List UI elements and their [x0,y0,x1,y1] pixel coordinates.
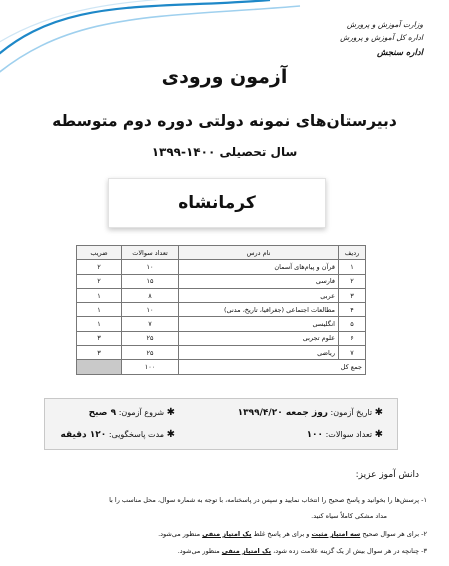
row-number: ۲ [339,274,366,288]
city-box [108,178,326,228]
question-count: ۲۵ [122,331,179,345]
row-number: ۱ [339,260,366,274]
subjects-table [76,245,366,375]
greeting: دانش آموز عزیز: [355,470,419,480]
exam-date-label: تاریخ آزمون: [330,408,373,417]
star-icon: ✱ [166,407,175,418]
blue-curve [0,0,270,62]
table-row [77,317,366,331]
question-count: ۲۵ [122,346,179,360]
subject-name: مطالعات اجتماعی (جغرافیا، تاریخ، مدنی) [179,303,339,317]
instruction-3-end: منظور می‌شود. [177,547,220,555]
table-header-row [77,246,366,260]
question-count: ۱۵ [122,274,179,288]
instruction-2-bold-positive: سه امتیاز مثبت [311,530,361,538]
ministry-header [340,18,423,60]
ministry-line-3: اداره سنجش [376,48,423,58]
instruction-2-end: منظور می‌شود. [158,530,201,538]
star-icon: ✱ [374,407,383,418]
instruction-1-continued: مداد مشکی کاملاً سیاه کنید. [311,512,387,520]
answer-duration-value: ۱۲۰ دقیقه [60,430,107,440]
exam-start-value: ۹ صبح [88,408,117,418]
row-number: ۴ [339,303,366,317]
row-number: ۳ [339,288,366,302]
answer-duration [61,429,175,440]
row-number: ۷ [339,346,366,360]
question-count: ۱۰ [122,260,179,274]
question-count-value: ۱۰۰ [306,430,324,440]
question-count: ۸ [122,288,179,302]
exam-start [89,407,175,418]
total-label: جمع کل [179,360,366,374]
instruction-2-middle: و برای هر پاسخ غلط [253,530,310,538]
table-row [77,346,366,360]
instruction-2-bold-negative: یک امتیاز منفی [202,530,252,538]
answer-duration-label: مدت پاسخگویی: [108,430,165,439]
subject-name: قرآن و پیام‌های آسمان [179,260,339,274]
star-icon: ✱ [374,429,383,440]
exam-date-value: روز جمعه ۱۳۹۹/۴/۲۰ [237,408,328,418]
question-count-info [307,429,383,440]
ministry-line-1: وزارت آموزش و پرورش [346,20,423,29]
header-coefficient: ضریب [77,246,122,260]
city-name: کرمانشاه [178,193,256,213]
ministry-line-2: اداره کل آموزش و پرورش [340,33,423,42]
coefficient: ۱ [77,303,122,317]
exam-info-box [44,398,398,450]
subject-name: عربی [179,288,339,302]
schools-title: دبیرستان‌های نمونه دولتی دوره دوم متوسطه [52,112,397,130]
instruction-3-bold-negative: یک امتیاز منفی [221,547,272,555]
header-row-number: ردیف [339,246,366,260]
instruction-2-start: ۲- برای هر سوال صحیح [362,530,427,538]
star-icon: ✱ [166,429,175,440]
instruction-2 [158,530,427,538]
table-row [77,260,366,274]
subject-name: انگلیسی [179,317,339,331]
subject-name: فارسی [179,274,339,288]
table-row [77,303,366,317]
table-total-row [77,360,366,374]
row-number: ۶ [339,331,366,345]
academic-year: سال تحصیلی ۱۴۰۰-۱۳۹۹ [151,145,298,159]
exam-date [238,407,383,418]
question-count: ۱۰ [122,303,179,317]
coefficient: ۱ [77,317,122,331]
instruction-3 [178,547,427,555]
header-question-count: تعداد سوالات [122,246,179,260]
coefficient: ۲ [77,274,122,288]
instruction-3-start: ۳- چنانچه در هر سوال بیش از یک گزینه علامت زده شود، [273,547,427,555]
exam-start-label: شروع آزمون: [118,408,165,417]
question-count: ۷ [122,317,179,331]
question-count-label: تعداد سوالات: [325,430,373,439]
instruction-1: ۱- پرسش‌ها را بخوانید و پاسخ صحیح را انتخاب نمایید و سپس در پاسخنامه، با توجه به شماره سوال، محل مناسب را با [109,496,427,504]
coefficient: ۲ [77,260,122,274]
coefficient: ۳ [77,331,122,345]
table-row [77,274,366,288]
total-count: ۱۰۰ [122,360,179,374]
subject-name: علوم تجربی [179,331,339,345]
table-row [77,288,366,302]
total-coefficient-empty [77,360,122,374]
coefficient: ۱ [77,288,122,302]
exam-title: آزمون ورودی [161,66,288,88]
row-number: ۵ [339,317,366,331]
table-row [77,331,366,345]
subject-name: ریاضی [179,346,339,360]
coefficient: ۳ [77,346,122,360]
header-subject-name: نام درس [179,246,339,260]
